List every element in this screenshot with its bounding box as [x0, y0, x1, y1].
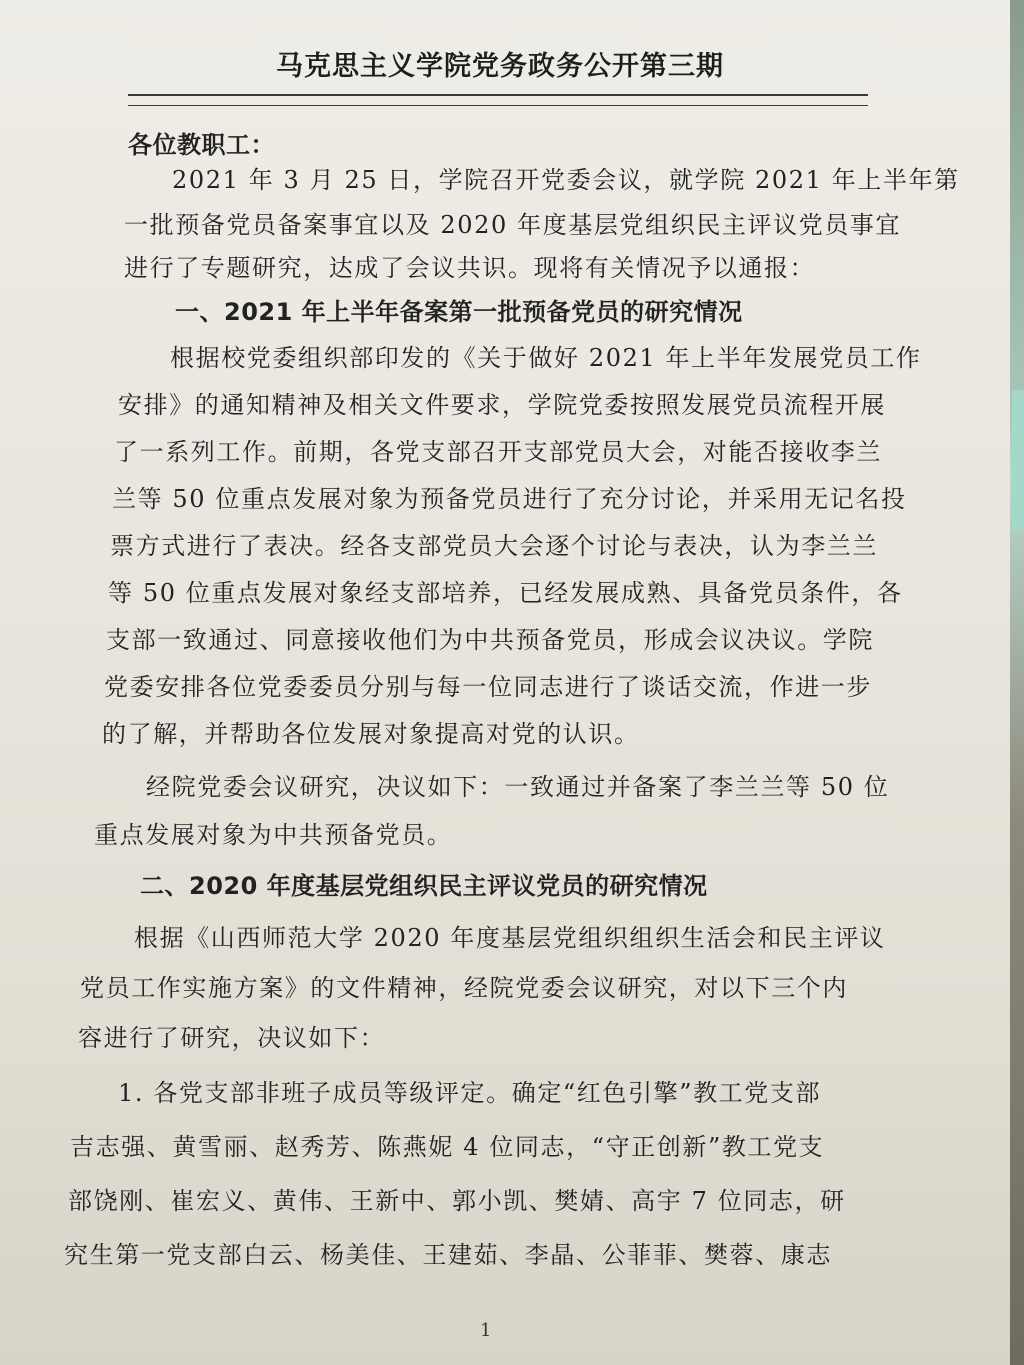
paragraph-line: 吉志强、黄雪丽、赵秀芳、陈燕妮 4 位同志，“守正创新”教工党支 — [70, 1133, 825, 1161]
paragraph-line: 支部一致通过、同意接收他们为中共预备党员，形成会议决议。学院 — [106, 626, 874, 654]
paragraph-line: 重点发展对象为中共预备党员。 — [94, 821, 453, 849]
paragraph-line: 等 50 位重点发展对象经支部培养，已经发展成熟、具备党员条件，各 — [108, 579, 903, 607]
paragraph-line: 一批预备党员备案事宜以及 2020 年度基层党组织民主评议党员事宜 — [124, 211, 902, 239]
desk-object — [1012, 390, 1024, 530]
paragraph-line: 2021 年 3 月 25 日，学院召开党委会议，就学院 2021 年上半年第 — [172, 166, 960, 194]
paragraph-line: 部饶刚、崔宏义、黄伟、王新中、郭小凯、樊婧、高宇 7 位同志，研 — [68, 1187, 846, 1215]
paragraph-line: 安排》的通知精神及相关文件要求，学院党委按照发展党员流程开展 — [118, 391, 886, 419]
paragraph-line: 党员工作实施方案》的文件精神，经院党委会议研究，对以下三个内 — [80, 974, 848, 1002]
paragraph-line: 的了解，并帮助各位发展对象提高对党的认识。 — [102, 720, 640, 748]
paragraph-line: 根据《山西师范大学 2020 年度基层党组织组织生活会和民主评议 — [134, 924, 886, 952]
page-number: 1 — [480, 1320, 492, 1341]
paragraph-line: 根据校党委组织部印发的《关于做好 2021 年上半年发展党员工作 — [170, 344, 922, 372]
paragraph-line: 票方式进行了表决。经各支部党员大会逐个讨论与表决，认为李兰兰 — [110, 532, 878, 560]
paragraph-line: 了一系列工作。前期，各党支部召开支部党员大会，对能否接收李兰 — [114, 438, 882, 466]
paragraph-line: 究生第一党支部白云、杨美佳、王建茹、李晶、公菲菲、樊蓉、康志 — [64, 1241, 832, 1269]
salutation: 各位教职工： — [128, 131, 275, 159]
desk-edge — [1010, 0, 1024, 1365]
paragraph-line: 进行了专题研究，达成了会议共识。现将有关情况予以通报： — [124, 254, 816, 282]
section-heading-2: 二、2020 年度基层党组织民主评议党员的研究情况 — [140, 872, 708, 900]
paragraph-line: 容进行了研究，决议如下： — [78, 1024, 386, 1052]
header-rule-thin — [128, 105, 868, 106]
section-heading-1: 一、2021 年上半年备案第一批预备党员的研究情况 — [175, 298, 743, 326]
paragraph-line: 经院党委会议研究，决议如下：一致通过并备案了李兰兰等 50 位 — [146, 773, 890, 801]
paragraph-line: 兰等 50 位重点发展对象为预备党员进行了充分讨论，并采用无记名投 — [112, 485, 907, 513]
paragraph-line: 1. 各党支部非班子成员等级评定。确定“红色引擎”教工党支部 — [118, 1079, 822, 1107]
paragraph-line: 党委安排各位党委委员分别与每一位同志进行了谈话交流，作进一步 — [104, 673, 872, 701]
document-title: 马克思主义学院党务政务公开第三期 — [276, 51, 724, 82]
header-rule-thick — [128, 94, 868, 96]
